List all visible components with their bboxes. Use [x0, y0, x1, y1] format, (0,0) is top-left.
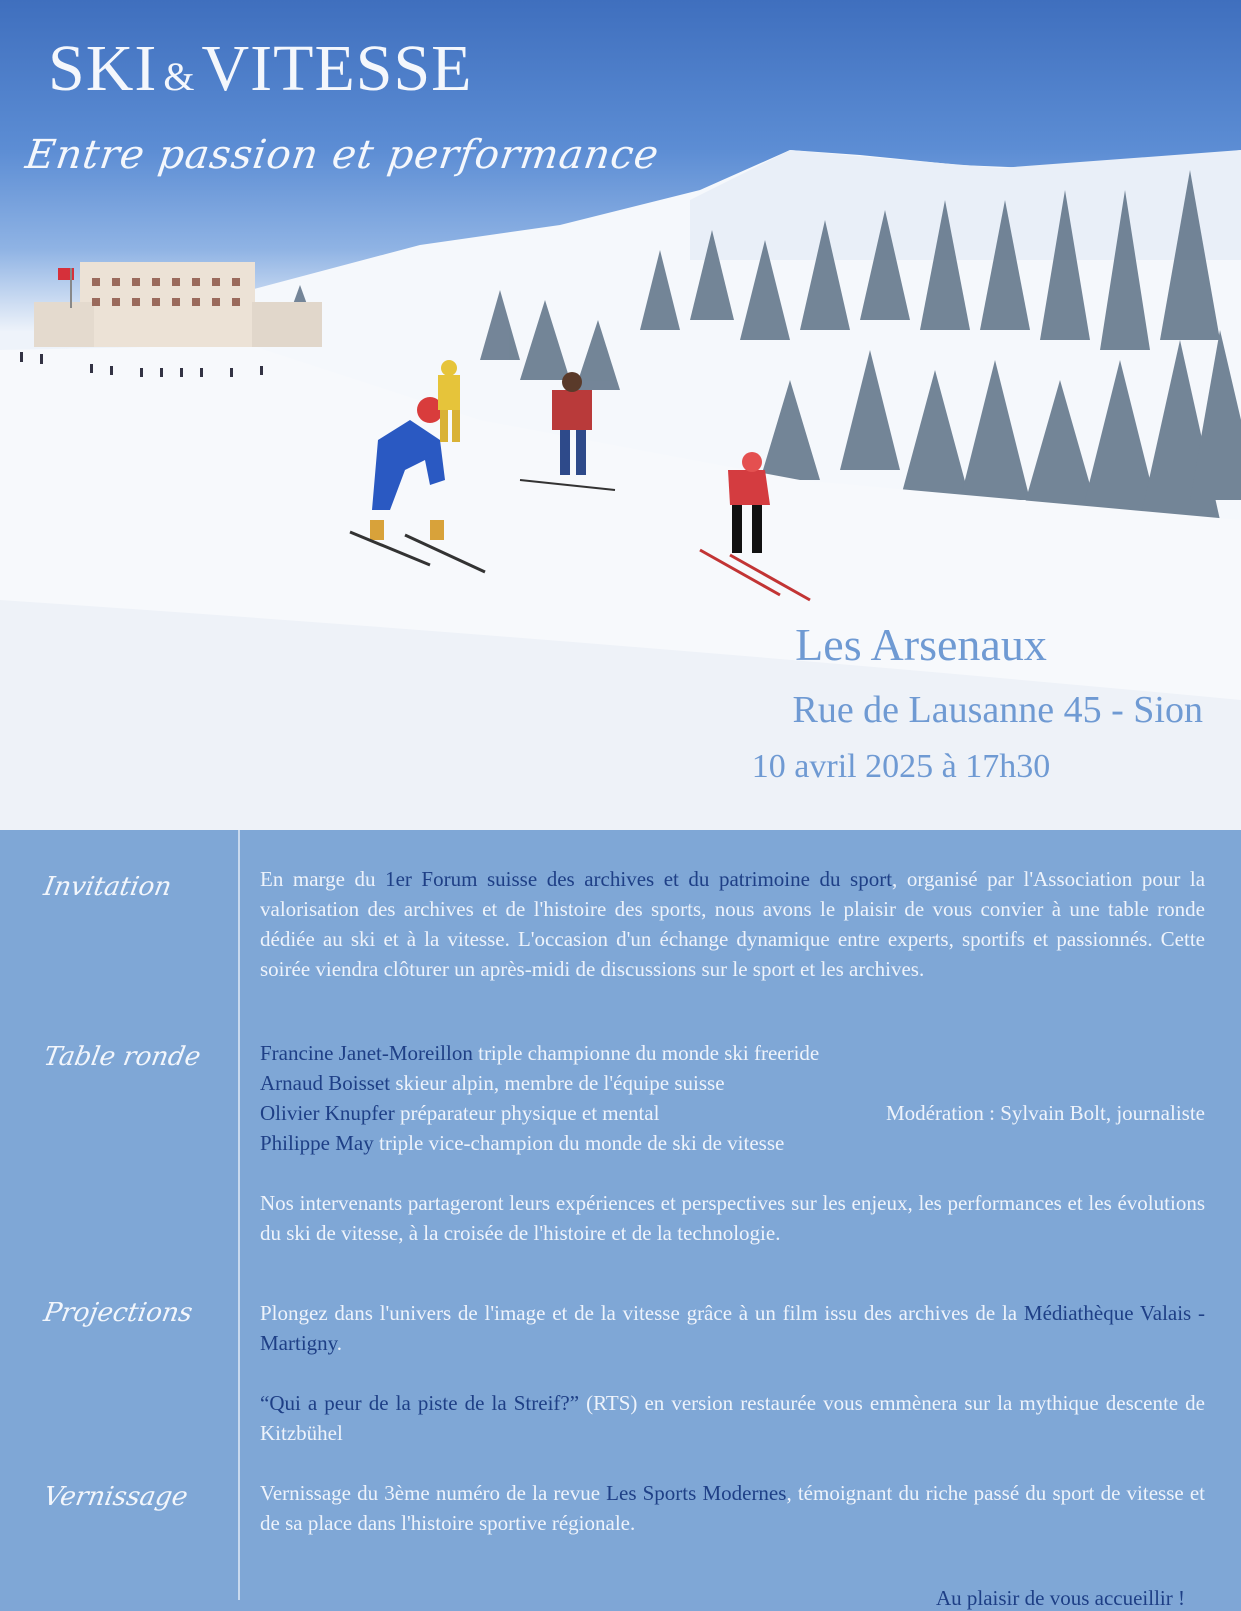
- info-panel: [0, 830, 1241, 1610]
- vernissage-text-before: Vernissage du 3ème numéro de la revue: [260, 1481, 607, 1505]
- speaker-row: [260, 1038, 1205, 1068]
- projections-text: [260, 1298, 1205, 1358]
- vernissage-text-after: , témoignant du riche passé du sport de vitesse et de sa place dans l'histoire sportive régionale.: [260, 1481, 1205, 1535]
- venue-name: Les Arsenaux: [795, 619, 1047, 670]
- title-ski: SKI: [48, 32, 158, 105]
- moderation: Modération : Sylvain Bolt, journaliste: [885, 1101, 1205, 1125]
- event-subtitle: Entre passion et performance: [22, 132, 663, 178]
- film-text: [260, 1388, 1205, 1448]
- invitation-text: [260, 864, 1205, 984]
- mediatheque-link[interactable]: Médiathèque Valais - Martigny: [260, 1301, 1205, 1355]
- title-vitesse: VITESSE: [201, 32, 473, 105]
- speaker-row: [260, 1068, 1205, 1098]
- film-title: “Qui a peur de la piste de la Streif?”: [260, 1391, 580, 1415]
- label-invitation: Invitation: [41, 872, 174, 902]
- speaker-role: triple vice-champion du monde de ski de vitesse: [373, 1131, 785, 1155]
- event-title: [48, 32, 473, 105]
- forum-link[interactable]: 1er Forum suisse des archives et du patrimoine du sport: [385, 867, 893, 891]
- invitation-text-after: , organisé par l'Association pour la valorisation des archives et de l'histoire des sports, nous avons le plaisir de vous convier à une table ronde dédiée au ski et à la vitesse. L'occasion d'un échange dynamique entre experts, sportifs et passionnés. Cette soirée viendra clôturer un après-midi de discussions sur le sport et les archives.: [260, 867, 1206, 981]
- venue-address: Rue de Lausanne 45 - Sion: [792, 689, 1203, 731]
- vernissage-text: [260, 1478, 1205, 1538]
- table-ronde-summary: Nos intervenants partageront leurs expériences et perspectives sur les enjeux, les performances et les évolutions du ski de vitesse, à la croisée de l'histoire et de la technologie.: [260, 1191, 1205, 1245]
- speaker-role: triple championne du monde ski freeride: [472, 1041, 820, 1065]
- film-description: (RTS) en version restaurée vous emmènera sur la mythique descente de Kitzbühel: [260, 1391, 1205, 1445]
- vertical-divider: [238, 830, 240, 1600]
- speaker-name: Arnaud Boisset: [260, 1071, 391, 1095]
- projections-text-before: Plongez dans l'univers de l'image et de la vitesse grâce à un film issu des archives de la: [260, 1301, 1024, 1325]
- speaker-name: Francine Janet-Moreillon: [260, 1041, 473, 1065]
- speakers-list: [260, 1038, 1205, 1158]
- label-table-ronde: Table ronde: [41, 1042, 203, 1072]
- speaker-role: préparateur physique et mental: [394, 1101, 660, 1125]
- invitation-text-before: En marge du: [260, 867, 386, 891]
- speaker-name: Olivier Knupfer: [260, 1101, 395, 1125]
- speaker-name: Philippe May: [260, 1131, 374, 1155]
- label-projections: Projections: [41, 1298, 195, 1328]
- revue-link[interactable]: Les Sports Modernes: [606, 1481, 787, 1505]
- label-vernissage: Vernissage: [41, 1482, 191, 1512]
- title-ampersand: &: [163, 54, 196, 99]
- speaker-row: [260, 1128, 1205, 1158]
- projections-text-after: .: [336, 1331, 343, 1355]
- event-date: 10 avril 2025 à 17h30: [751, 748, 1051, 785]
- closing-message: Au plaisir de vous accueillir !: [935, 1586, 1185, 1610]
- speaker-row: [260, 1098, 1205, 1128]
- speaker-role: skieur alpin, membre de l'équipe suisse: [390, 1071, 725, 1095]
